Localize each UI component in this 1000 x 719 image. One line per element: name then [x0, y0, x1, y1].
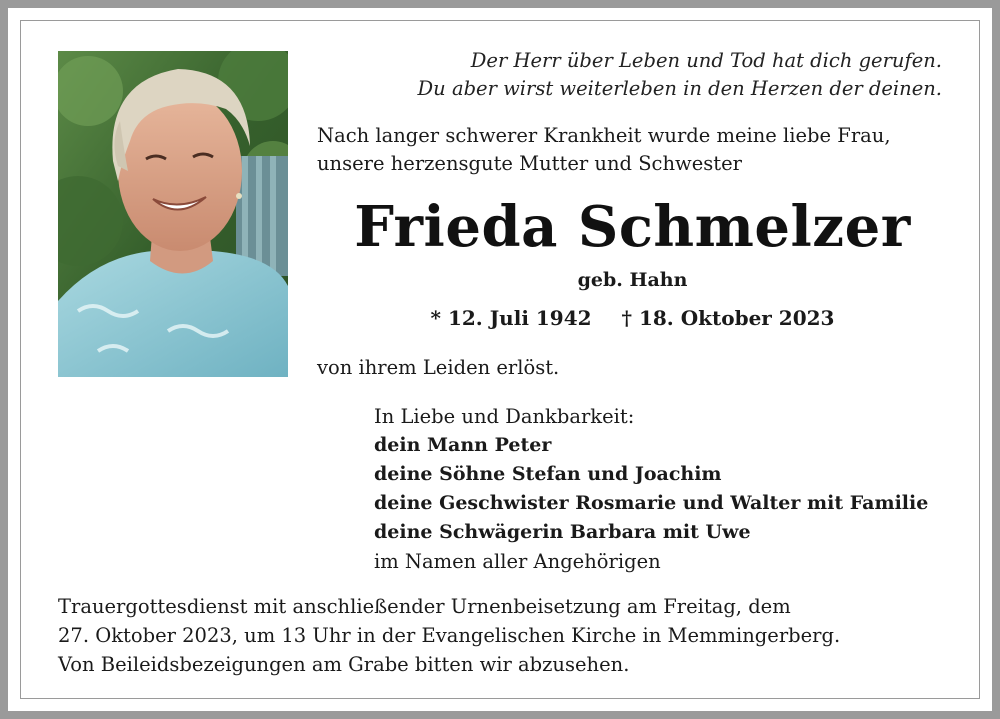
service-line-2: 27. Oktober 2023, um 13 Uhr in der Evangelischen Kirche in Memmingerberg.	[58, 624, 841, 647]
released-text: von ihrem Leiden erlöst.	[317, 356, 560, 379]
mourner-line: deine Söhne Stefan und Joachim	[374, 463, 722, 485]
intro-line-2: unsere herzensgute Mutter und Schwester	[317, 152, 742, 175]
mourners-heading: In Liebe und Dankbarkeit:	[374, 405, 635, 428]
life-dates	[300, 303, 965, 333]
motto-line-2: Du aber wirst weiterleben in den Herzen der deinen.	[417, 77, 942, 100]
motto-quote	[342, 47, 942, 103]
service-line-3: Von Beileidsbezeigungen am Grabe bitten wir abzusehen.	[58, 653, 630, 676]
intro-text	[317, 122, 957, 178]
portrait-photo	[58, 51, 288, 377]
motto-line-1: Der Herr über Leben und Tod hat dich gerufen.	[470, 49, 942, 72]
mourner-line: deine Geschwister Rosmarie und Walter mit Familie	[374, 492, 929, 514]
intro-line-1: Nach langer schwerer Krankheit wurde meine liebe Frau,	[317, 124, 891, 147]
service-notice	[58, 592, 958, 679]
birth-date: * 12. Juli 1942	[430, 306, 592, 330]
mourners-list	[374, 402, 964, 576]
mourners-closing: im Namen aller Angehörigen	[374, 550, 661, 573]
death-date: † 18. Oktober 2023	[621, 306, 835, 330]
service-line-1: Trauergottesdienst mit anschließender Urnenbeisetzung am Freitag, dem	[58, 595, 791, 618]
deceased-name: Frieda Schmelzer	[354, 194, 911, 260]
mourner-line: deine Schwägerin Barbara mit Uwe	[374, 521, 751, 543]
maiden-name: geb. Hahn	[577, 269, 688, 291]
mourner-line: dein Mann Peter	[374, 434, 552, 456]
